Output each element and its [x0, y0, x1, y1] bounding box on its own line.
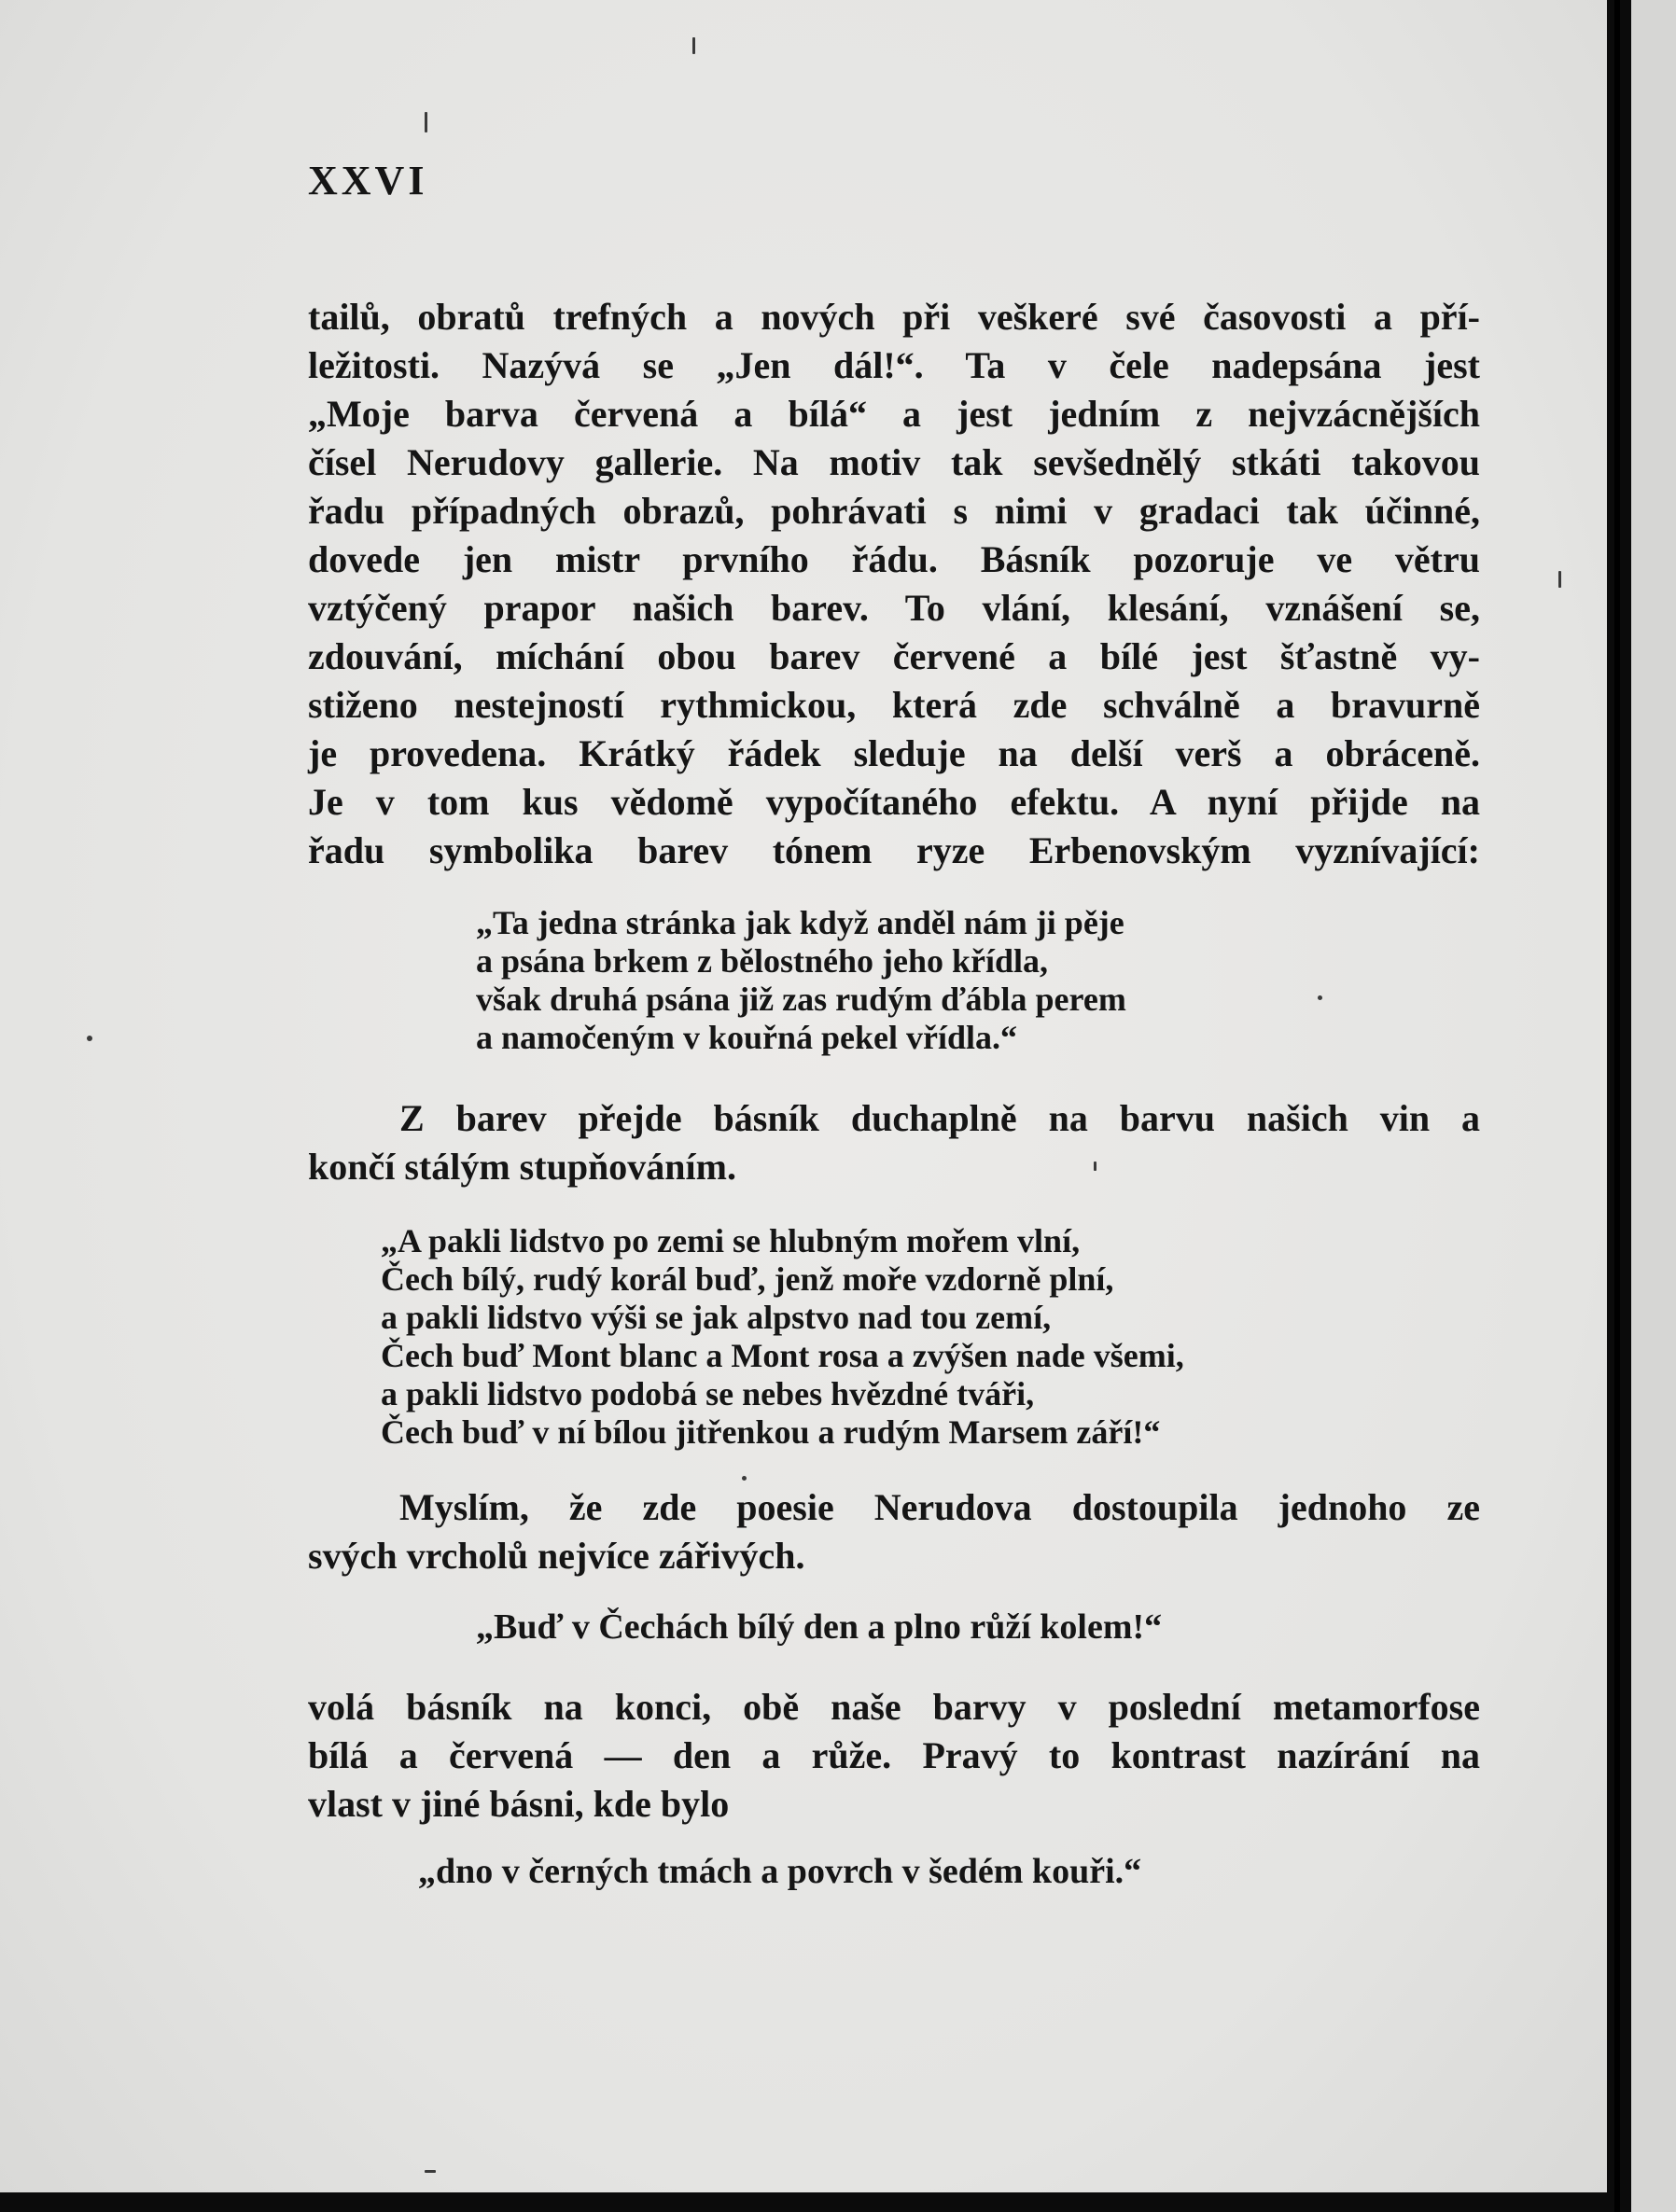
- verse-line: a psána brkem z bělostného jeho křídla,: [476, 942, 1049, 980]
- verse-line: Čech bílý, rudý korál buď, jenž moře vzdorně plní,: [381, 1260, 1114, 1298]
- verse-line: „A pakli lidstvo po zemi se hlubným mořem vlní,: [381, 1222, 1081, 1259]
- paragraph-line: Je v tom kus vědomě vypočítaného efektu. A nyní přijde na: [308, 781, 1480, 823]
- verse-line: a pakli lidstvo podobá se nebes hvězdné tváři,: [381, 1375, 1035, 1412]
- paragraph-line: Z barev přejde básník duchaplně na barvu našich vin a: [399, 1097, 1480, 1139]
- scan-speck: [1558, 571, 1561, 588]
- paragraph-line: ležitosti. Nazývá se „Jen dál!“. Ta v čele nadepsána jest: [308, 344, 1480, 386]
- paragraph-line: „Moje barva červená a bílá“ a jest jedním z nejvzácnějších: [308, 393, 1480, 435]
- scan-speck: [742, 1476, 747, 1481]
- scan-speck: [425, 112, 427, 132]
- paragraph-1: [308, 293, 1480, 875]
- page-gutter-edge: [1614, 0, 1620, 2212]
- paragraph-line: je provedena. Krátký řádek sleduje na delší verš a obráceně.: [308, 732, 1480, 774]
- verse-line: a namočeným v kouřná pekel vřídla.“: [476, 1019, 1018, 1056]
- page-number: XXVI: [308, 158, 428, 203]
- paragraph-line: vlast v jiné básni, kde bylo: [308, 1783, 730, 1825]
- paragraph-2: [308, 1094, 1480, 1191]
- verse-1: [476, 904, 1126, 1057]
- paragraph-line: Myslím, že zde poesie Nerudova dostoupila jednoho ze: [399, 1486, 1480, 1528]
- paragraph-line: svých vrcholů nejvíce zářivých.: [308, 1535, 805, 1577]
- paragraph-line: řadu symbolika barev tónem ryze Erbenovským vyznívající:: [308, 829, 1480, 871]
- scan-speck: [87, 1036, 92, 1041]
- paragraph-line: stiženo nestejností rythmickou, která zde schválně a bravurně: [308, 684, 1480, 726]
- paragraph-line: dovede jen mistr prvního řádu. Básník pozoruje ve větru: [308, 538, 1480, 580]
- verse-line: Čech buď v ní bílou jitřenkou a rudým Marsem září!“: [381, 1413, 1161, 1451]
- verse-2: [381, 1222, 1184, 1452]
- paragraph-line: končí stálým stupňováním.: [308, 1146, 736, 1188]
- verse-line: a pakli lidstvo výši se jak alpstvo nad tou zemí,: [381, 1299, 1052, 1336]
- paragraph-line: bílá a červená — den a růže. Pravý to kontrast nazírání na: [308, 1734, 1480, 1776]
- verse-line: Čech buď Mont blanc a Mont rosa a zvýšen nade všemi,: [381, 1337, 1184, 1374]
- paragraph-line: volá básník na konci, obě naše barvy v poslední metamorfose: [308, 1686, 1480, 1728]
- scan-speck: [692, 37, 695, 54]
- quote-line-2: „dno v černých tmách a povrch v šedém kouři.“: [418, 1852, 1142, 1891]
- scan-speck: [1094, 1162, 1096, 1171]
- paragraph-3: [308, 1483, 1480, 1580]
- scan-speck: [1318, 995, 1322, 1000]
- paragraph-line: řadu případných obrazů, pohrávati s nimi v gradaci tak účinné,: [308, 490, 1480, 532]
- paragraph-4: [308, 1683, 1480, 1829]
- verse-line: „Ta jedna stránka jak když anděl nám ji pěje: [476, 904, 1124, 941]
- quote-line-1: „Buď v Čechách bílý den a plno růží kolem!“: [476, 1607, 1163, 1647]
- paragraph-line: čísel Nerudovy gallerie. Na motiv tak sevšednělý stkáti takovou: [308, 441, 1480, 483]
- paragraph-line: tailů, obratů trefných a nových při veškeré své časovosti a pří-: [308, 296, 1480, 338]
- verse-line: však druhá psána již zas rudým ďábla perem: [476, 981, 1126, 1018]
- paragraph-line: vztýčený prapor našich barev. To vlání, klesání, vznášení se,: [308, 587, 1480, 629]
- scan-speck: [425, 2170, 436, 2173]
- next-page-edge: [1631, 0, 1676, 2212]
- paragraph-line: zdouvání, míchání obou barev červené a bílé jest šťastně vy-: [308, 635, 1480, 677]
